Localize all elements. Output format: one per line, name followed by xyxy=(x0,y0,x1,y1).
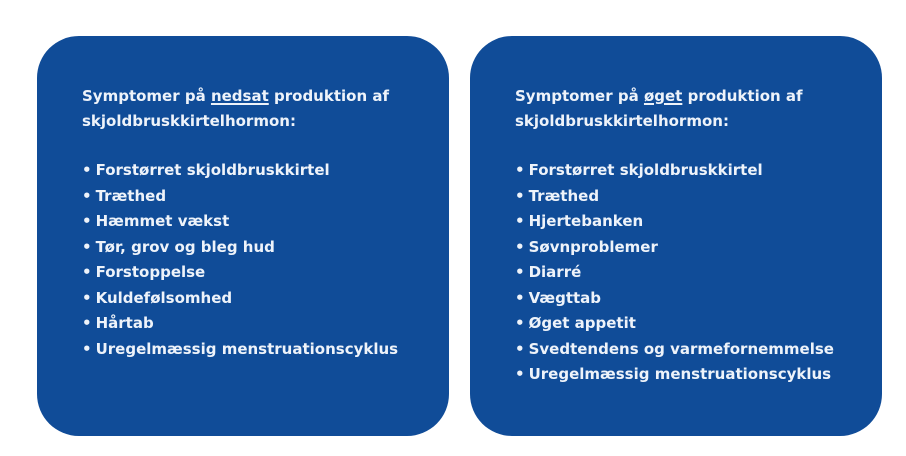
symptom-item: • Søvnproblemer xyxy=(515,237,658,256)
symptom-item: • Tør, grov og bleg hud xyxy=(82,237,275,256)
heading-keyword-oget: øget xyxy=(643,87,683,105)
bullet-icon: • xyxy=(515,365,525,383)
bullet-icon: • xyxy=(515,186,525,205)
bullet-icon: • xyxy=(82,186,92,205)
symptom-item: • Hæmmet vækst xyxy=(82,212,230,230)
symptom-item: • Træthed xyxy=(515,186,600,205)
increased-production-heading: Symptomer på øget produktion af skjoldbruskkirtelhormon: xyxy=(515,87,803,130)
symptom-item: • Forstørret skjoldbruskkirtel xyxy=(515,161,763,179)
reduced-production-symptom-list xyxy=(82,158,449,362)
bullet-icon: • xyxy=(82,263,92,281)
bullet-icon: • xyxy=(82,339,92,358)
bullet-icon: • xyxy=(515,161,525,179)
bullet-icon: • xyxy=(82,161,92,179)
bullet-icon: • xyxy=(82,212,92,230)
symptom-item: • Øget appetit xyxy=(515,314,636,332)
bullet-icon: • xyxy=(82,237,92,256)
bullet-icon: • xyxy=(82,314,92,332)
heading-keyword-nedsat: nedsat xyxy=(210,87,269,105)
bullet-icon: • xyxy=(515,314,525,332)
symptom-item: • Hjertebanken xyxy=(515,212,644,230)
symptom-item: • Træthed xyxy=(82,186,167,205)
bullet-icon: • xyxy=(515,263,525,281)
symptom-item: • Uregelmæssig menstruationscyklus xyxy=(515,365,832,383)
symptom-item: • Diarré xyxy=(515,263,582,281)
bullet-icon: • xyxy=(515,339,525,358)
symptom-item: • Forstørret skjoldbruskkirtel xyxy=(82,161,330,179)
symptom-item: • Vægttab xyxy=(515,288,602,307)
symptom-item: • Hårtab xyxy=(82,314,154,332)
symptom-item: • Uregelmæssig menstruationscyklus xyxy=(82,339,399,358)
bullet-icon: • xyxy=(515,212,525,230)
bullet-icon: • xyxy=(515,288,525,307)
bullet-icon: • xyxy=(515,237,525,256)
symptom-item: • Forstoppelse xyxy=(82,263,206,281)
symptom-item: • Kuldefølsomhed xyxy=(82,288,233,307)
symptom-item: • Svedtendens og varmefornemmelse xyxy=(515,339,834,358)
reduced-production-heading: Symptomer på nedsat produktion af skjoldbruskkirtelhormon: xyxy=(82,87,389,130)
increased-production-symptom-list xyxy=(515,158,882,388)
reduced-production-card xyxy=(37,36,449,436)
increased-production-card xyxy=(470,36,882,436)
bullet-icon: • xyxy=(82,288,92,307)
